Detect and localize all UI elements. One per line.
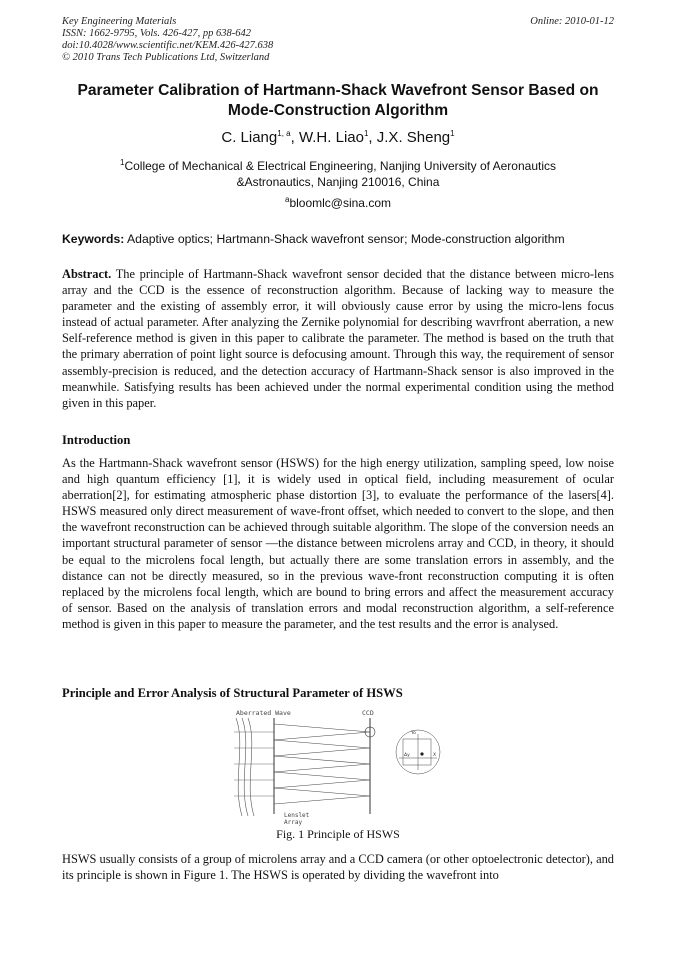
figure-label-dy: Δy — [404, 753, 410, 758]
figure-label-y: Yo — [411, 731, 416, 736]
affiliation-line-2: &Astronautics, Nanjing 210016, China — [236, 175, 440, 189]
section-heading: Principle and Error Analysis of Structural Parameter of HSWS — [62, 686, 403, 700]
title-line-2: Mode-Construction Algorithm — [227, 102, 449, 119]
author-3: J.X. Sheng — [376, 129, 451, 146]
hsws-principle-figure — [232, 704, 448, 828]
introduction-text: As the Hartmann-Shack wavefront sensor (HSWS) for the high energy utilization, sampling speed, low noise and high quantum efficiency [1], it is widely used in optical field, including measurement of ocular aberration[2], for estimating atmospheric phase distortion [3], to evaluate the performance of the lasers[4]. HSWS measured only direct measurement of wave-front offset, which needed to convert to the slope, and then the wavefront reconstruction can be achieved through suitable algorithm. The slope of the conversion needs an important structural parameter of sensor —the distance between microlens array and CCD, in theory, it should be equal to the microlens focal length, but actually there are some translation errors in assembly, and the distance can not be directly measured, so in the previous wave-front reconstruction computing it is often replaced by the microlens focal length, which are bound to bring errors and affect the measurement accuracy of sensor. Based on the analysis of translation errors and modal reconstruction algorithm, a self-reference method is given in this paper to measure the parameter, and the test results and the error is analysed. — [62, 456, 614, 631]
author-email — [62, 196, 614, 210]
author-list: C. Liang$^{1, a}$, W.H. Liao$^1$, J.X. Sheng$^1$ — [221, 129, 455, 146]
figure-label-x: X — [433, 753, 437, 758]
spot-centroid — [420, 752, 423, 755]
email-address[interactable]: bloomlc@sina.com — [289, 196, 391, 210]
abstract-label: Abstract. — [62, 267, 112, 281]
paper-title — [62, 81, 614, 121]
affiliation-line-1: College of Mechanical & Electrical Engineering, Nanjing University of Aeronautics — [124, 159, 556, 173]
online-date: Online: 2010-01-12 — [530, 16, 614, 27]
journal-doi[interactable]: doi:10.4028/www.scientific.net/KEM.426-427.638 — [62, 40, 274, 51]
author-2-sup: 1 — [363, 129, 369, 138]
lenslet-ray-cones — [274, 724, 370, 804]
keywords-label: Keywords: — [62, 232, 125, 246]
keywords-text: Adaptive optics; Hartmann-Shack wavefront sensor; Mode-construction algorithm — [127, 232, 565, 246]
author-1-sup: 1, a — [277, 129, 291, 138]
author-1: C. Liang — [221, 129, 278, 146]
journal-header — [62, 16, 273, 64]
affiliation — [80, 158, 596, 190]
journal-issn: ISSN: 1662-9795, Vols. 426-427, pp 638-642 — [62, 28, 251, 39]
author-3-sup: 1 — [450, 129, 455, 138]
introduction-heading: Introduction — [62, 433, 131, 447]
journal-name: Key Engineering Materials — [62, 16, 177, 27]
abstract — [62, 266, 614, 411]
title-line-1: Parameter Calibration of Hartmann-Shack Wavefront Sensor Based on — [77, 82, 599, 99]
figure-label-lenslet: Lenslet — [284, 812, 310, 819]
journal-copyright: © 2010 Trans Tech Publications Ltd, Switzerland — [62, 52, 270, 63]
abstract-text: The principle of Hartmann-Shack wavefront sensor decided that the distance between micro-lens array and the CCD is the essence of reconstruction algorithm. Because of lacking way to measure the parameter and the existing of assembly error, it will obviously cause error by using the micro-lens focus instead of actual parameter. After analyzing the Zernike polynomial for describing wavrfront aberration, a new Self-reference method is given in this paper to calibrate the parameter. The method is based on the truth that the primary aberration of point light source is defocusing amount. Through this way, the requirement of sensor assembly-precision is reduced, and the detection accuracy of Hartmann-Shack sensor is also improved in the meanwhile. Satisfying results has been achieved under the normal experimental condition using the method given in this paper. — [62, 267, 614, 410]
author-2: W.H. Liao — [298, 129, 364, 146]
aberrated-wavefront — [236, 718, 254, 816]
figure-label-ccd: CCD — [362, 709, 374, 717]
email-sup: a — [284, 195, 290, 204]
figure-label-array: Array — [284, 819, 303, 826]
keywords — [62, 232, 614, 246]
figure-caption: Fig. 1 Principle of HSWS — [276, 827, 400, 841]
zoom-inset — [396, 730, 440, 774]
figure-label-aberrated-wave: Aberrated Wave — [236, 709, 291, 717]
section-text: HSWS usually consists of a group of microlens array and a CCD camera (or other optoelectronic detector), and its principle is shown in Figure 1. The HSWS is operated by dividing the wavefront into — [62, 852, 614, 883]
affiliation-sup: 1 — [119, 158, 125, 167]
